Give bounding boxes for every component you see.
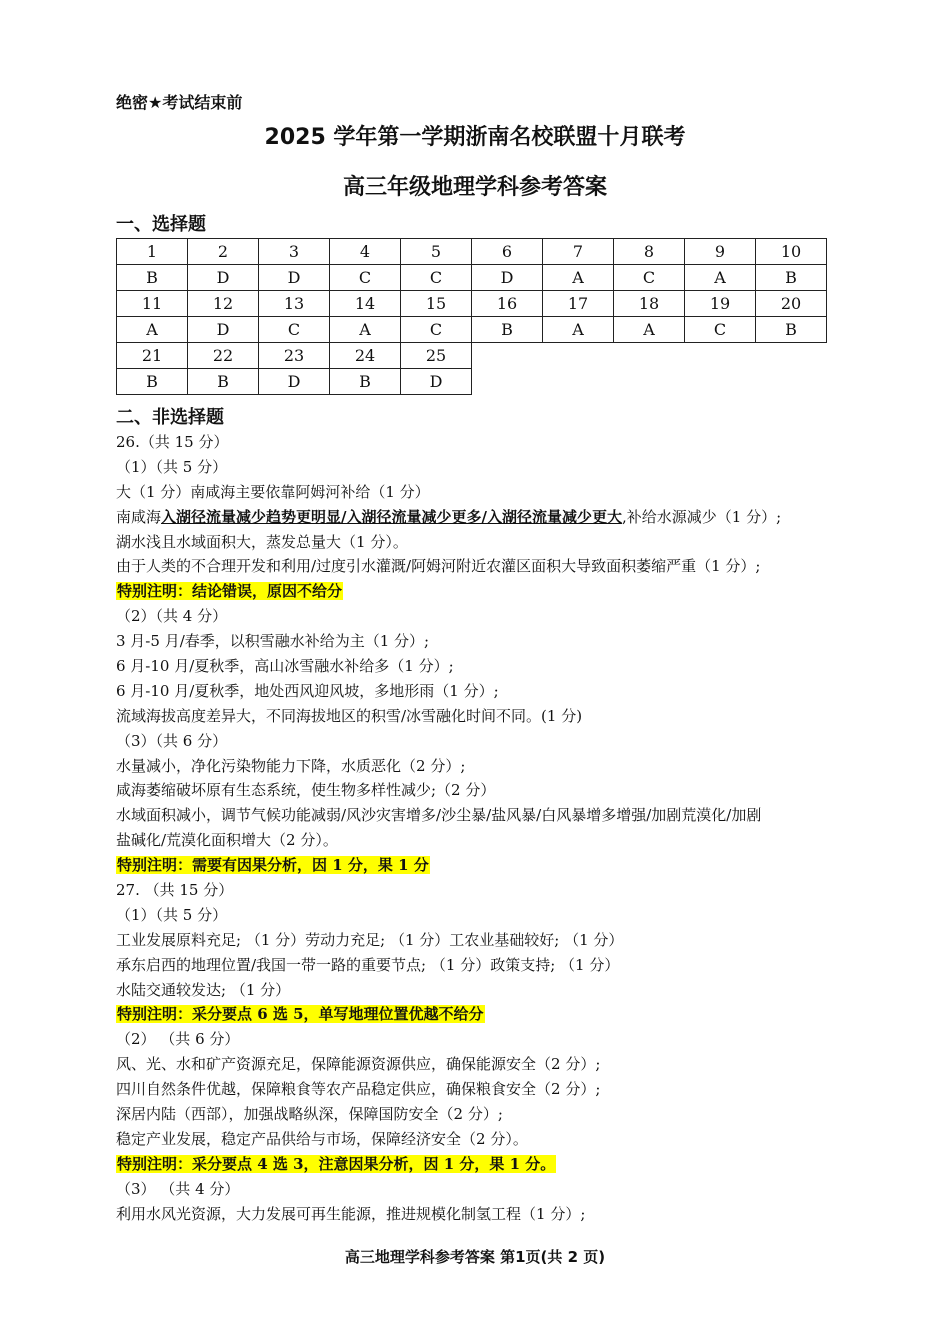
choice-answer-table: [116, 238, 827, 395]
answer-cell: A: [543, 317, 614, 343]
question-number-cell: 21: [117, 343, 188, 369]
answer-line: [116, 704, 846, 729]
section-choice-title: 一、选择题: [116, 214, 206, 235]
answer-line: [116, 654, 846, 679]
question-number-cell: 13: [259, 291, 330, 317]
answer-line: [116, 629, 846, 654]
answer-line: [116, 430, 846, 455]
answer-line: [116, 853, 846, 878]
answer-line: [116, 480, 846, 505]
special-note: 特别注明：结论错误，原因不给分: [117, 582, 343, 601]
question-number-cell: 17: [543, 291, 614, 317]
answer-cell: A: [330, 317, 401, 343]
table-row: [117, 317, 827, 343]
page-footer: 高三地理学科参考答案 第1页(共 2 页): [344, 1248, 606, 1266]
answer-text: 风、光、水和矿产资源充足，保障能源资源供应，确保能源安全（2 分）;: [116, 1055, 601, 1074]
answer-line: [116, 505, 846, 530]
answer-line: [116, 554, 846, 579]
answer-text: 由于人类的不合理开发和利用/过度引水灌溉/阿姆河附近农灌区面积大导致面积萎缩严重（1 分）;: [116, 557, 761, 576]
question-number-cell: 5: [401, 239, 472, 265]
exam-subtitle: 高三年级地理学科参考答案: [342, 175, 607, 200]
answer-cell: A: [614, 317, 685, 343]
question-number-cell: 1: [117, 239, 188, 265]
table-row: [117, 343, 827, 369]
answer-cell: C: [614, 265, 685, 291]
answer-cell: A: [117, 317, 188, 343]
answer-text: （3） （共 4 分）: [116, 1179, 240, 1198]
answer-text: （3）（共 6 分）: [116, 731, 228, 750]
answer-text: 3 月-5 月/春季，以积雪融水补给为主（1 分）;: [116, 632, 430, 651]
answer-line: [116, 604, 846, 629]
answer-cell: B: [756, 265, 827, 291]
question-number-cell: 12: [188, 291, 259, 317]
answer-line: [116, 1077, 846, 1102]
answer-text: 27. （共 15 分）: [116, 881, 234, 900]
answer-text: 6 月-10 月/夏秋季，地处西风迎风坡，多地形雨（1 分）;: [116, 681, 499, 700]
answer-text: （2） （共 6 分）: [116, 1030, 240, 1049]
answer-cell: D: [472, 265, 543, 291]
answer-line: [116, 530, 846, 555]
answer-line: [116, 679, 846, 704]
question-number-cell: 4: [330, 239, 401, 265]
answer-text: 流域海拔高度差异大，不同海拔地区的积雪/冰雪融化时间不同。(1 分): [116, 706, 583, 725]
table-row: [117, 239, 827, 265]
answer-line: [116, 729, 846, 754]
open-answers: [116, 430, 846, 1227]
answer-cell: C: [330, 265, 401, 291]
answer-line: [116, 803, 846, 828]
special-note: 特别注明：采分要点 4 选 3，注意因果分析，因 1 分，果 1 分。: [117, 1154, 556, 1173]
question-number-cell: 6: [472, 239, 543, 265]
empty-cell: [756, 343, 827, 369]
empty-cell: [685, 343, 756, 369]
question-number-cell: 8: [614, 239, 685, 265]
answer-text: 水域面积减小，调节气候功能减弱/风沙灾害增多/沙尘暴/盐风暴/白风暴增多增强/加剧荒漠化/加剧: [116, 806, 762, 825]
answer-line: [116, 1102, 846, 1127]
answer-cell: B: [117, 265, 188, 291]
answer-text: 稳定产业发展，稳定产品供给与市场，保障经济安全（2 分）。: [116, 1129, 528, 1148]
answer-line: [116, 1027, 846, 1052]
answer-cell: B: [117, 369, 188, 395]
answer-cell: C: [685, 317, 756, 343]
answer-text: ,补给水源减少（1 分）;: [621, 507, 782, 526]
table-row: [117, 265, 827, 291]
exam-title: 2025 学年第一学期浙南名校联盟十月联考: [264, 125, 686, 150]
empty-cell: [614, 343, 685, 369]
question-number-cell: 10: [756, 239, 827, 265]
question-number-cell: 9: [685, 239, 756, 265]
answer-line: [116, 1202, 846, 1227]
table-row: [117, 369, 827, 395]
answer-cell: B: [330, 369, 401, 395]
answer-text: 承东启西的地理位置/我国一带一路的重要节点; （1 分）政策支持; （1 分）: [116, 955, 620, 974]
answer-text: 6 月-10 月/夏秋季，高山冰雪融水补给多（1 分）;: [116, 657, 454, 676]
question-number-cell: 25: [401, 343, 472, 369]
answer-text: 深居内陆（西部），加强战略纵深，保障国防安全（2 分）;: [116, 1105, 503, 1124]
empty-cell: [543, 343, 614, 369]
answer-text: 水陆交通较发达; （1 分）: [116, 980, 291, 999]
answer-line: [116, 828, 846, 853]
answer-text: 工业发展原料充足; （1 分）劳动力充足; （1 分）工农业基础较好; （1 分）: [116, 930, 624, 949]
answer-text: 南咸海: [116, 507, 162, 526]
question-number-cell: 23: [259, 343, 330, 369]
question-number-cell: 15: [401, 291, 472, 317]
section-open-title: 二、非选择题: [116, 407, 224, 428]
answer-line: [116, 579, 846, 604]
answer-line: [116, 1152, 846, 1177]
question-number-cell: 19: [685, 291, 756, 317]
answer-line: [116, 1052, 846, 1077]
question-number-cell: 22: [188, 343, 259, 369]
question-number-cell: 2: [188, 239, 259, 265]
answer-text: 大（1 分）南咸海主要依靠阿姆河补给（1 分）: [116, 482, 430, 501]
answer-cell: C: [259, 317, 330, 343]
answer-cell: B: [188, 369, 259, 395]
answer-line: [116, 455, 846, 480]
answer-text: （1）（共 5 分）: [116, 457, 228, 476]
answer-cell: A: [685, 265, 756, 291]
question-number-cell: 3: [259, 239, 330, 265]
question-number-cell: 18: [614, 291, 685, 317]
answer-text: 盐碱化/荒漠化面积增大（2 分）。: [116, 831, 338, 850]
special-note: 特别注明：需要有因果分析，因 1 分，果 1 分: [117, 856, 429, 875]
answer-line: [116, 1177, 846, 1202]
answer-cell: D: [188, 317, 259, 343]
answer-text: 咸海萎缩破坏原有生态系统，使生物多样性减少;（2 分）: [116, 781, 496, 800]
answer-cell: D: [259, 265, 330, 291]
empty-cell: [543, 369, 614, 395]
answer-text: 26.（共 15 分）: [116, 433, 229, 451]
special-note: 特别注明：采分要点 6 选 5，单写地理位置优越不给分: [117, 1005, 484, 1024]
answer-cell: C: [401, 317, 472, 343]
question-number-cell: 7: [543, 239, 614, 265]
answer-line: [116, 878, 846, 903]
answer-line: [116, 1002, 846, 1027]
answer-cell: D: [401, 369, 472, 395]
empty-cell: [472, 343, 543, 369]
answer-cell: B: [472, 317, 543, 343]
confidential-label: 绝密★考试结束前: [116, 93, 243, 112]
answer-cell: D: [188, 265, 259, 291]
answer-line: [116, 978, 846, 1003]
answer-line: [116, 778, 846, 803]
question-number-cell: 14: [330, 291, 401, 317]
answer-cell: D: [259, 369, 330, 395]
question-number-cell: 20: [756, 291, 827, 317]
answer-text: （2）（共 4 分）: [116, 607, 228, 626]
empty-cell: [614, 369, 685, 395]
answer-text: 利用水风光资源，大力发展可再生能源，推进规模化制氢工程（1 分）;: [116, 1204, 586, 1223]
empty-cell: [756, 369, 827, 395]
answer-line: [116, 928, 846, 953]
question-number-cell: 24: [330, 343, 401, 369]
answer-text: 湖水浅且水域面积大，蒸发总量大（1 分）。: [116, 532, 408, 551]
question-number-cell: 16: [472, 291, 543, 317]
question-number-cell: 11: [117, 291, 188, 317]
answer-cell: A: [543, 265, 614, 291]
answer-line: [116, 754, 846, 779]
answer-text: 四川自然条件优越，保障粮食等农产品稳定供应，确保粮食安全（2 分）;: [116, 1080, 601, 1099]
answer-text: （1）（共 5 分）: [116, 905, 228, 924]
answer-line: [116, 903, 846, 928]
empty-cell: [472, 369, 543, 395]
answer-cell: C: [401, 265, 472, 291]
answer-text: 水量减小，净化污染物能力下降，水质恶化（2 分）;: [116, 756, 466, 775]
table-row: [117, 291, 827, 317]
underlined-emphasis: 入湖径流量减少趋势更明显/入湖径流量减少更多/入湖径流量减少更大: [161, 507, 622, 526]
answer-line: [116, 1127, 846, 1152]
empty-cell: [685, 369, 756, 395]
answer-line: [116, 953, 846, 978]
answer-cell: B: [756, 317, 827, 343]
